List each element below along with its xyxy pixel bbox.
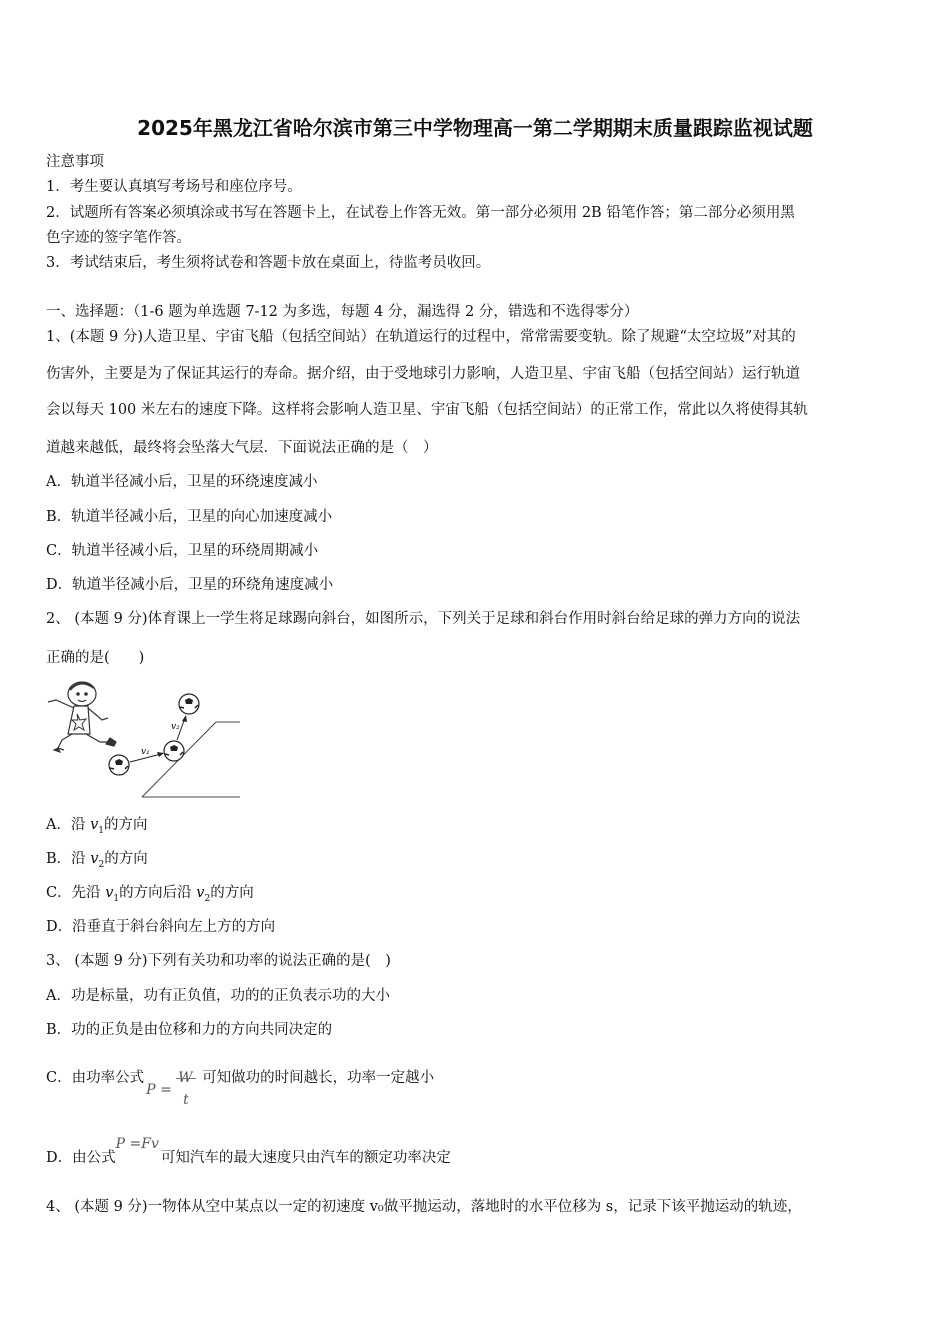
q1-option-b: B．轨道半径减小后，卫星的向心加速度减小 [46,509,333,525]
ball-rebound [179,694,199,714]
page-title: 2025年黑龙江省哈尔滨市第三中学物理高一第二学期期末质量跟踪监视试题 [137,116,813,140]
q1-option-d: D．轨道半径减小后，卫星的环绕角速度减小 [46,577,334,593]
q1-option-a: A．轨道半径减小后，卫星的环绕速度减小 [46,474,318,490]
ramp [142,722,240,797]
ball-impact [164,741,184,761]
q3-option-a: A．功是标量，功有正负值，功的的正负表示功的大小 [46,988,390,1004]
notice-item-2a: 2．试题所有答案必须填涂或书写在答题卡上，在试卷上作答无效。第一部分必须用 2B 铅笔作答；第二部分必须用黑 [46,205,795,221]
ball-start [109,755,129,775]
q3-option-d: D．由公式P =Fv可知汽车的最大速度只由汽车的额定功率决定 [46,1136,451,1166]
notice-item-1: 1．考生要认真填写考场号和座位序号。 [46,179,302,195]
q2-line-1: 2、 (本题 9 分)体育课上一学生将足球踢向斜台，如图所示，下列关于足球和斜台作用时斜台给足球的弹力方向的说法 [46,611,801,627]
q1-line-3: 会以每天 100 米左右的速度下降。这样将会影响人造卫星、宇宙飞船（包括空间站）的正常工作，常此以久将使得其轨 [46,402,808,418]
notice-item-2b: 色字迹的签字笔作答。 [46,230,191,246]
section-heading: 一、选择题：（1-6 题为单选题 7-12 为多选，每题 4 分，漏选得 2 分，错选和不选得零分） [46,304,639,320]
q1-line-1: 1、(本题 9 分)人造卫星、宇宙飞船（包括空间站）在轨道运行的过程中，常常需要变轨。除了规避“太空垃圾”对其的 [46,329,796,345]
q1-line-2: 伤害外，主要是为了保证其运行的寿命。据介绍，由于受地球引力影响，人造卫星、宇宙飞船（包括空间站）运行轨道 [46,366,800,382]
power-formula-pfv: P =Fv [115,1136,159,1152]
q1-line-4: 道越来越低，最终将会坠落大气层．下面说法正确的是（ ） [46,440,438,456]
q3-line-1: 3、 (本题 9 分)下列有关功和功率的说法正确的是( ) [46,953,391,969]
label-v2: v₂ [171,722,180,732]
q4-line-1: 4、 (本题 9 分)一物体从空中某点以一定的初速度 v₀做平抛运动，落地时的水平位移为 s，记录下该平抛运动的轨迹， [46,1199,802,1215]
q1-option-c: C．轨道半径减小后，卫星的环绕周期减小 [46,543,319,559]
notice-heading: 注意事项 [46,154,104,170]
q2-option-c: C．先沿 $v_1$的方向后沿 $v_2$的方向 [46,885,254,904]
power-formula-fraction: P = W t [146,1058,200,1098]
student-figure [48,682,116,752]
q2-option-a: A．沿 $v_1$的方向 [46,817,148,836]
q2-line-2: 正确的是( ) [46,650,145,666]
label-v1: v₁ [141,747,150,757]
notice-item-3: 3．考试结束后，考生须将试卷和答题卡放在桌面上，待监考员收回。 [46,255,491,271]
q3-option-b: B．功的正负是由位移和力的方向共同决定的 [46,1022,333,1038]
q2-option-d: D．沿垂直于斜台斜向左上方的方向 [46,919,276,935]
kick-ramp-figure [44,676,244,800]
q3-option-c: C．由功率公式 P = W t 可知做功的时间越长，功率一定越小 [46,1058,434,1098]
q2-option-b: B．沿 $v_2$的方向 [46,851,148,870]
